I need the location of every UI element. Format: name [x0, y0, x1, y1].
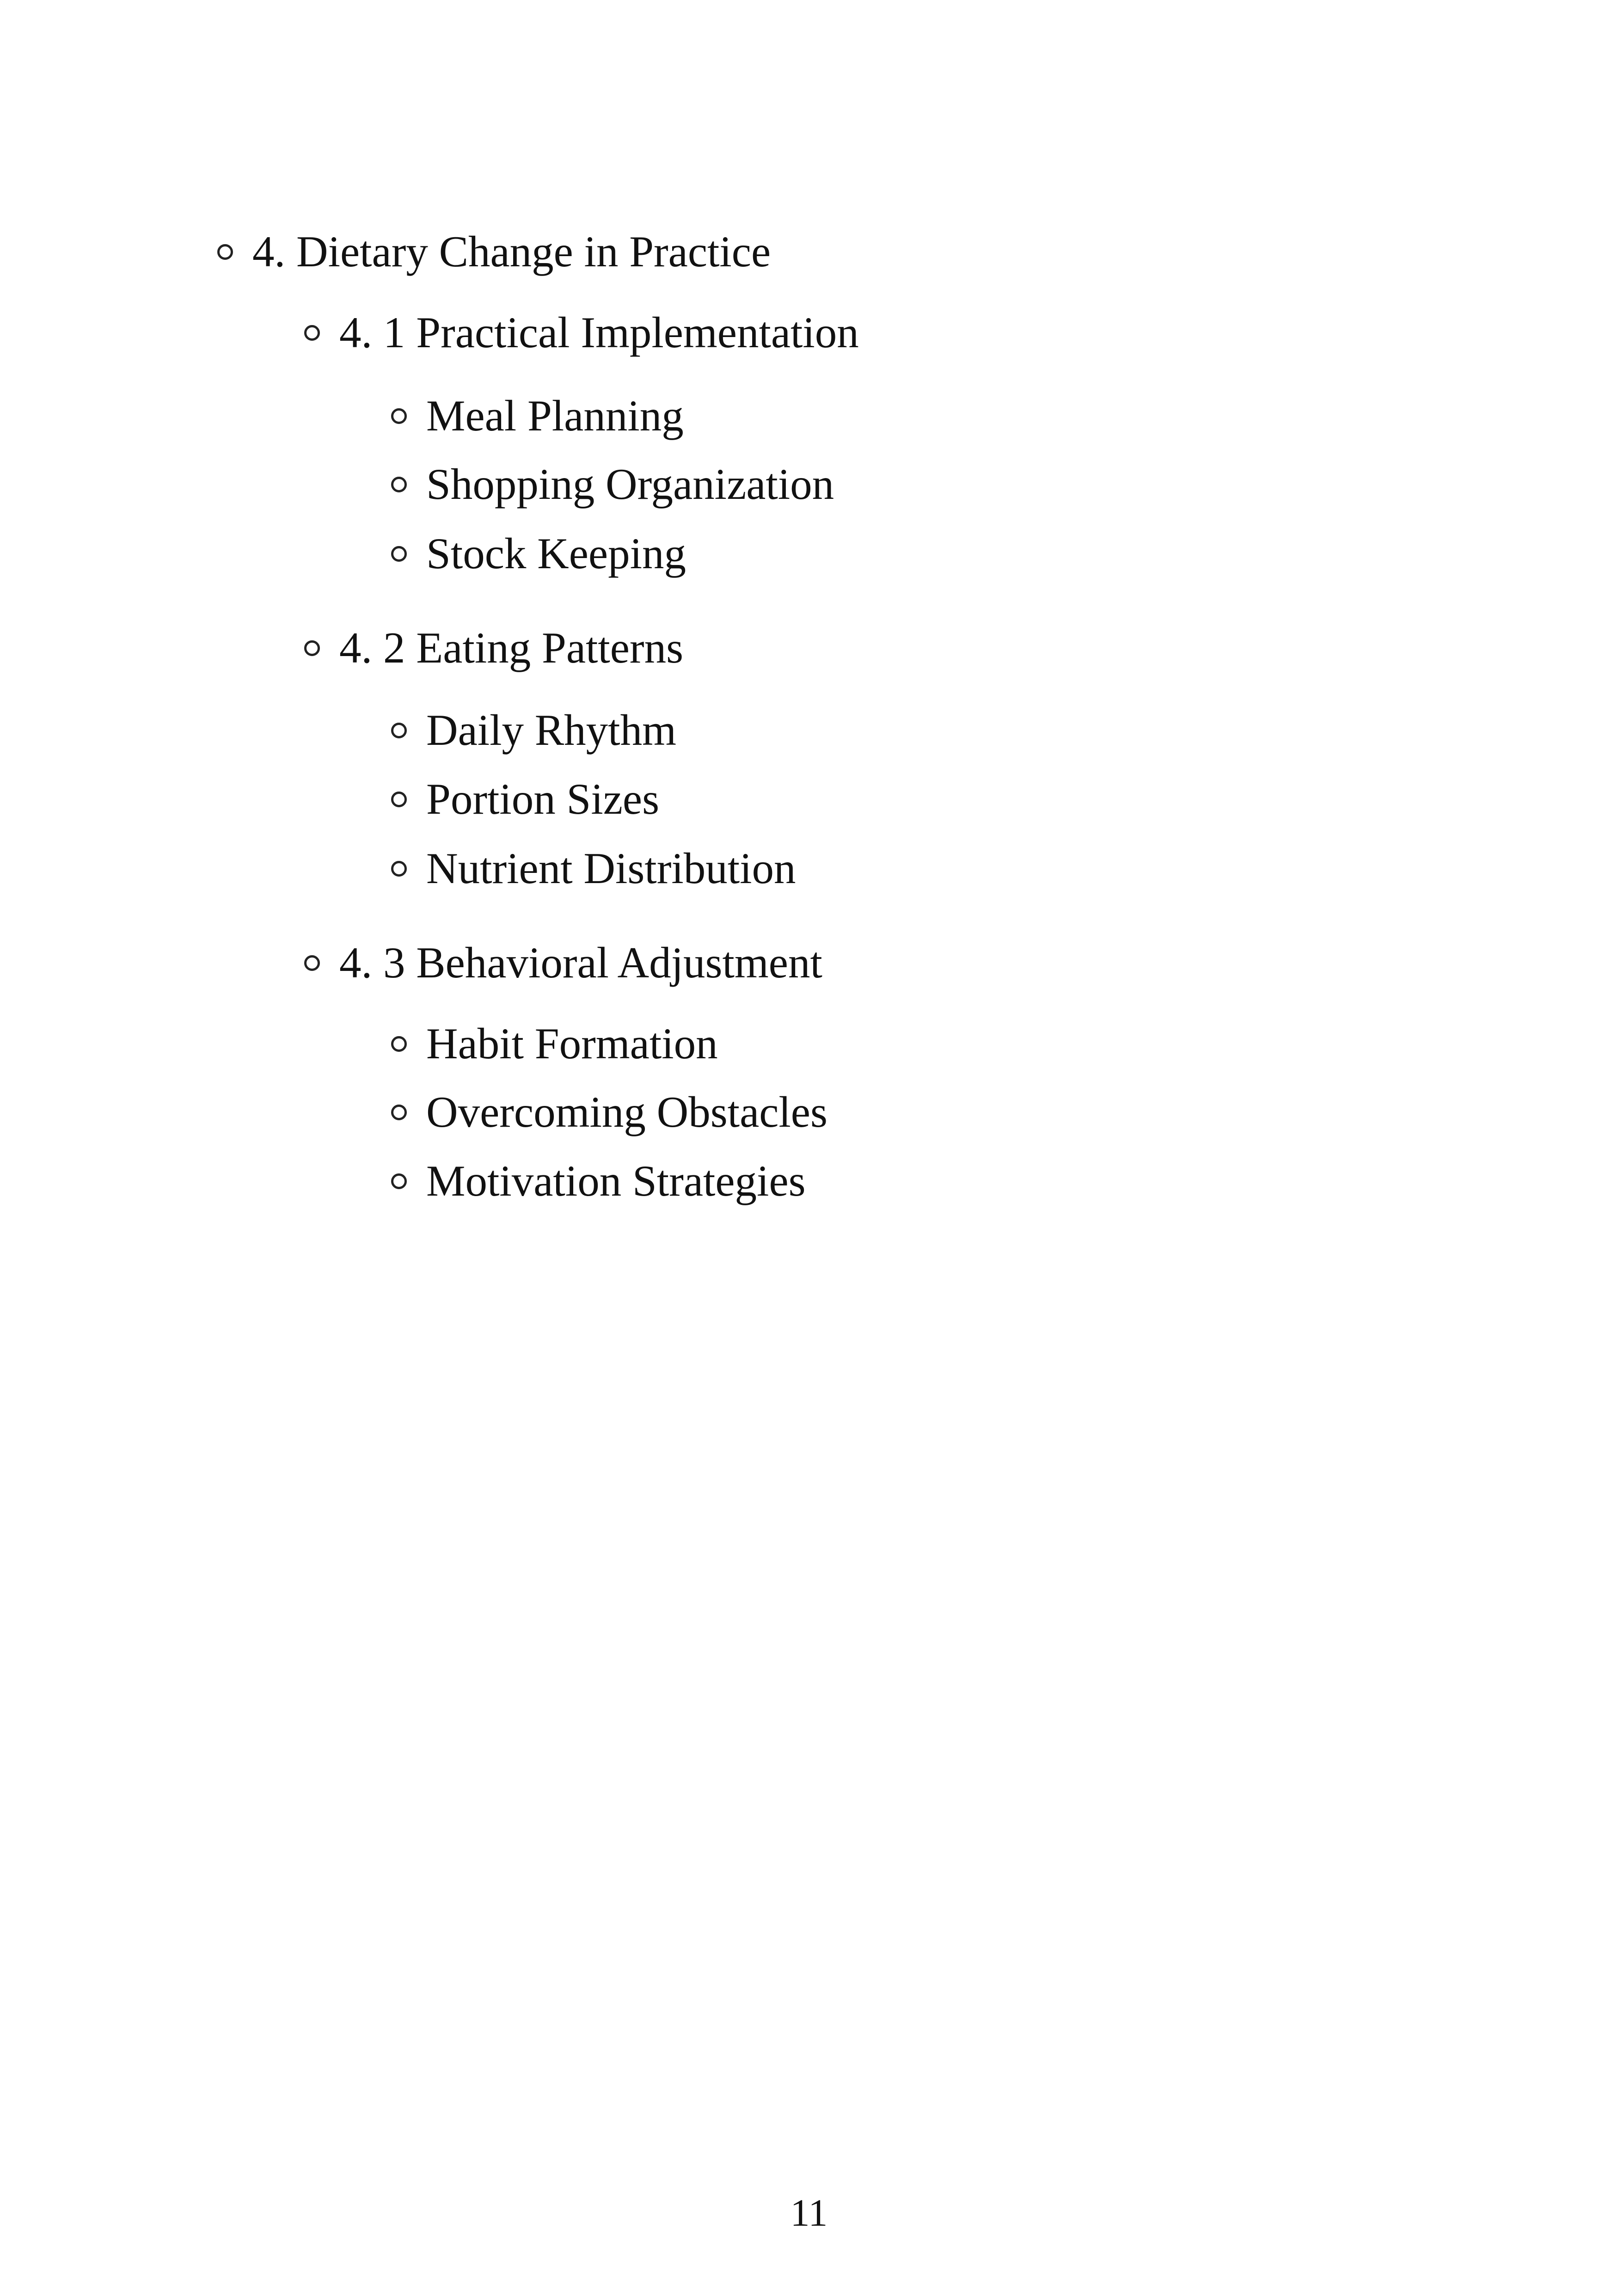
outline-item-label: 4. 2 Eating Patterns [339, 623, 684, 672]
outline-item-stock-keeping [391, 529, 686, 578]
hollow-circle-icon [391, 1105, 407, 1120]
outline-item-label: Nutrient Distribution [426, 844, 796, 893]
outline-item-label: Portion Sizes [426, 774, 660, 823]
outline-item-subsection-4-3 [304, 938, 822, 987]
hollow-circle-icon [304, 640, 320, 656]
outline-item-portion-sizes [391, 774, 660, 823]
outline-item-daily-rhythm [391, 706, 676, 755]
outline-item-motivation-strategies [391, 1156, 806, 1205]
hollow-circle-icon [391, 408, 407, 424]
hollow-circle-icon [304, 325, 320, 341]
hollow-circle-icon [391, 477, 407, 492]
outline-item-label: Shopping Organization [426, 460, 834, 509]
outline-item-habit-formation [391, 1019, 718, 1068]
outline-item-subsection-4-2 [304, 623, 684, 672]
hollow-circle-icon [391, 1036, 407, 1052]
hollow-circle-icon [304, 955, 320, 971]
hollow-circle-icon [391, 723, 407, 738]
outline-item-section-4 [217, 227, 771, 276]
outline-item-label: Motivation Strategies [426, 1156, 806, 1205]
outline-item-subsection-4-1 [304, 308, 859, 357]
outline-item-label: Habit Formation [426, 1019, 718, 1068]
page-number: 11 [790, 2192, 828, 2235]
outline-item-label: Overcoming Obstacles [426, 1087, 827, 1136]
outline-item-nutrient-distribution [391, 844, 796, 893]
hollow-circle-icon [391, 792, 407, 807]
hollow-circle-icon [391, 1173, 407, 1189]
outline-item-meal-planning [391, 391, 684, 440]
hollow-circle-icon [391, 861, 407, 877]
hollow-circle-icon [391, 546, 407, 562]
outline-item-label: Meal Planning [426, 391, 684, 440]
outline-item-label: 4. 1 Practical Implementation [339, 308, 859, 357]
outline-item-label: Daily Rhythm [426, 706, 676, 755]
outline-item-shopping-organization [391, 460, 834, 509]
outline-item-label: 4. Dietary Change in Practice [252, 227, 771, 276]
outline-item-label: 4. 3 Behavioral Adjustment [339, 938, 822, 987]
hollow-circle-icon [217, 244, 233, 260]
outline-item-overcoming-obstacles [391, 1087, 827, 1136]
outline-item-label: Stock Keeping [426, 529, 686, 578]
